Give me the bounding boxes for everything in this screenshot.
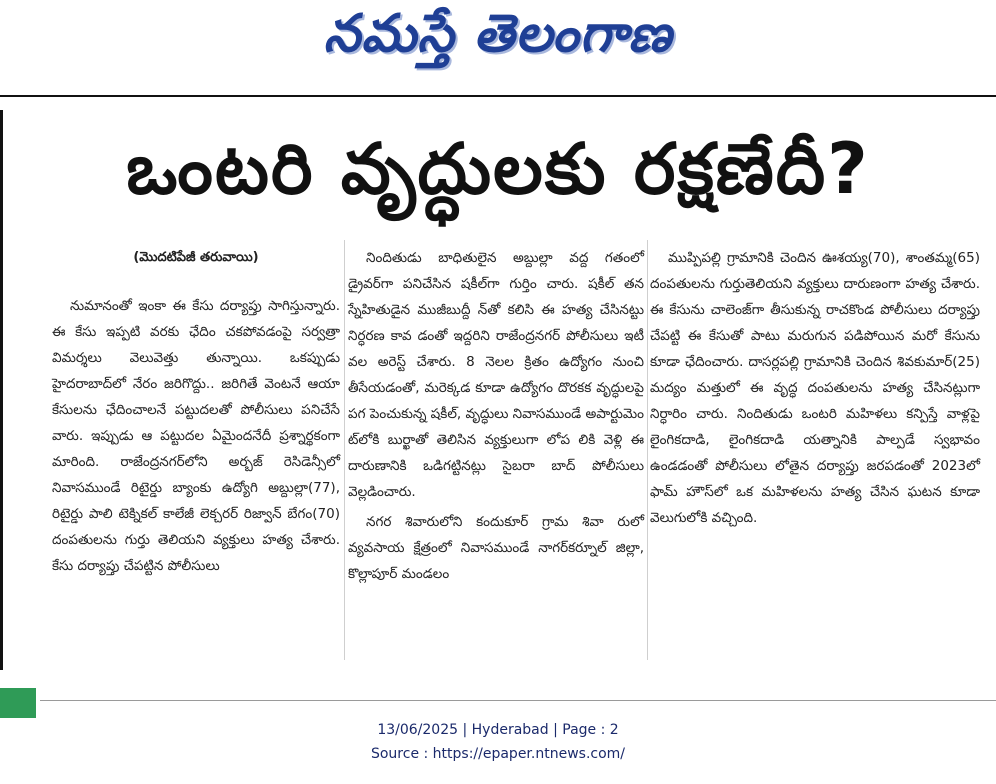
article-column-2 bbox=[348, 245, 644, 587]
column-1-paragraph-1: నుమానంతో ఇంకా ఈ కేసు దర్యాప్తు సాగిస్తున్నారు. ఈ కేసు ఇప్పటి వరకు ఛేదిం చకపోవడంపై సర్వత్రా విమర్శలు వెలువెత్తు తున్నాయి. ఒకప్పుడు హైదరాబాద్‌లో నేరం జరిగొద్దు.. జరిగితే వెంటనే ఆయా కేసులను ఛేదించాలనే పట్టుదలతో పోలీసులు పనిచేసే వారు. ఇప్పుడు ఆ పట్టుదల ఏమైందనేదీ ప్రశ్నార్థకంగా మారింది. రాజేంద్రనగర్‌లోని అర్బజ్ రెసిడెన్సీలో నివాసముండే రిటైర్డు బ్యాంకు ఉద్యోగి అబ్దుల్లా(77), రిటైర్డు పాలి టెక్నికల్ కాలేజీ లెక్చరర్ రిజ్వాన్ బేగం(70) దంపతులను గుర్తు తెలియని వ్యక్తులు హత్య చేశారు. కేసు దర్యాప్తు చేపట్టిన పోలీసులు bbox=[52, 298, 340, 574]
article-headline: ఒంటరి వృద్ధులకు రక్షణేదీ? bbox=[126, 128, 870, 210]
continued-label: (మొదటిపేజీ తరువాయి) bbox=[133, 250, 259, 265]
article-column-1 bbox=[52, 245, 340, 579]
page-edge-marker bbox=[0, 688, 36, 718]
footer-source-link[interactable]: Source : https://epaper.ntnews.com/ bbox=[370, 746, 626, 762]
footer-rule bbox=[40, 700, 996, 701]
page-footer bbox=[0, 718, 996, 766]
header-rule bbox=[0, 95, 996, 97]
masthead-title: నమస్తే తెలంగాణ bbox=[323, 3, 673, 64]
masthead-logo bbox=[0, 0, 996, 80]
column-2-paragraph-1: నిందితుడు బాధితులైన అబ్దుల్లా వద్ద గతంలో డ్రైవర్‌గా పనిచేసిన షకీల్‌గా గుర్తిం చారు. షకీల్ తన స్నేహితుడైన ముజీబుద్దీ న్‌తో కలిసి ఈ హత్య చేసినట్టు నిర్ధరణ కావ డంతో ఇద్దరిని రాజేంద్రనగర్ పోలీసులు ఇటీ వల అరెస్ట్ చేశారు. 8 నెలల క్రితం ఉద్యోగం నుంచి తీసేయడంతో, మరెక్కడ కూడా ఉద్యోగం దొరకక వృద్ధులపై పగ పెంచుకున్న షకీల్, వృద్ధులు నివాసముండే అపార్టుమెం ట్‌లోకి బుర్ఖాతో తెలిసిన వ్యక్తులుగా లోప లికి వెళ్లి ఈ దారుణానికి ఒడిగట్టినట్లు సైబరా బాద్ పోలీసులు వెల్లడించారు. bbox=[348, 250, 644, 500]
footer-edition-info: 13/06/2025 | Hyderabad | Page : 2 bbox=[377, 722, 619, 738]
column-3-paragraph-1: ముప్పిపల్లి గ్రామానికి చెందిన ఊశయ్య(70), శాంతమ్మ(65) దంపతులను గుర్తుతెలియని వ్యక్తులు దారుణంగా హత్య చేశారు. ఈ కేసును చాలెంజ్‌గా తీసుకున్న రాచకొండ పోలీసులు దర్యాప్తు చేపట్టి ఈ కేసుతో పాటు మరుగున పడిపోయిన మరో కేసును కూడా ఛేదించారు. దాసర్లపల్లి గ్రామానికి చెందిన శివకుమార్(25) మద్యం మత్తులో ఈ వృద్ధ దంపతులను హత్య చేసినట్లుగా నిర్ధారిం చారు. నిందితుడు ఒంటరి మహిళలు కన్పిస్తే వాళ్లపై లైంగికదాడి, లైంగికదాడి యత్నానికి పాల్పడే స్వభావం ఉండడంతో పోలీసులు లోతైన దర్యాప్తు జరపడంతో 2023లో ఫామ్ హౌస్‌లో ఒక మహిళలను హత్య చేసిన ఘటన కూడా వెలుగులోకి వచ్చింది. bbox=[650, 250, 980, 526]
article-column-3 bbox=[650, 245, 980, 531]
column-divider bbox=[647, 240, 648, 660]
column-2-paragraph-2: నగర శివారులోని కందుకూర్ గ్రామ శివా రులో వ్యవసాయ క్షేత్రంలో నివాసముండే నాగర్‌కర్నూల్ జిల్లా, కొల్లాపూర్ మండలం bbox=[348, 514, 644, 582]
column-divider bbox=[344, 240, 345, 660]
